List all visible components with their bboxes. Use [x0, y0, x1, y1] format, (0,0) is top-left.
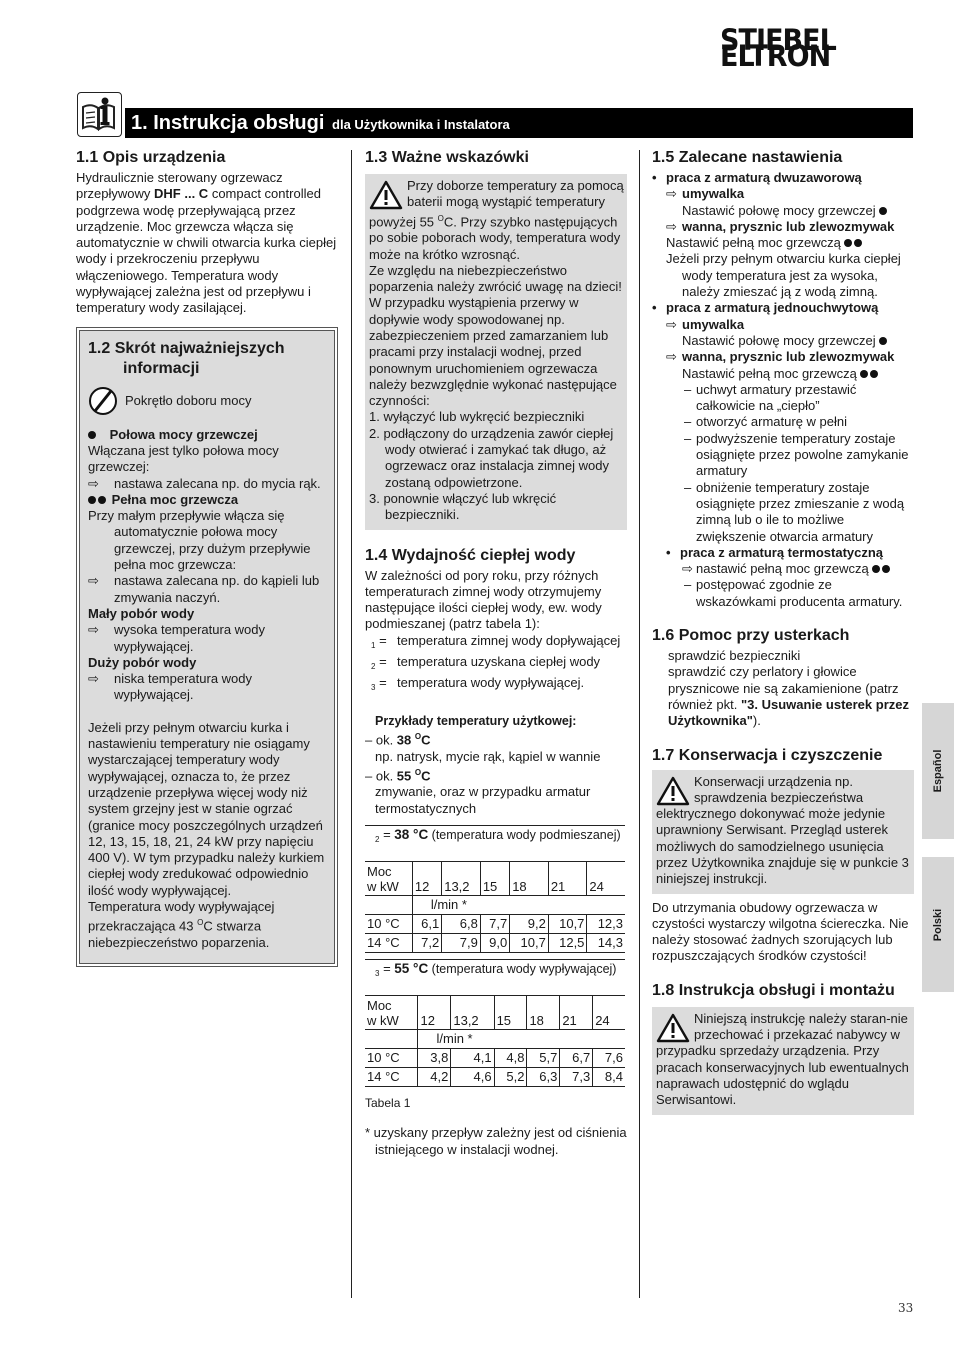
flow-value-cell: 12,3 — [587, 915, 625, 934]
list-item: podwyższenie temperatury zostaje osiągnięte przez powolne zamykanie armatury — [696, 430, 909, 479]
list-item: 1. wyłączyć lub wykręcić bezpieczniki — [369, 409, 585, 425]
definition: temperatura uzyskana ciepłej wody — [397, 654, 601, 670]
page-number: 33 — [898, 1301, 914, 1315]
paragraph: zmywanie, oraz w przypadku armatur termostatycznych — [375, 784, 591, 816]
flow-value-cell: 4,1 — [451, 1049, 494, 1068]
knob-label: Pokrętło doboru mocy — [125, 392, 252, 408]
flow-value-cell: 3,8 — [418, 1049, 451, 1068]
column-divider — [351, 150, 352, 1298]
flow-tables — [365, 825, 627, 1087]
flow-value-cell: 7,3 — [560, 1068, 593, 1087]
footnote: * uzyskany przepływ zależny jest od ciśnienia istniejącego w instalacji wodnej. — [365, 1125, 627, 1157]
list-title: praca z armaturą jednouchwytową — [666, 300, 879, 316]
full-power-title: Pełna moc grzewcza — [111, 491, 239, 507]
power-cell: 12 — [412, 862, 441, 896]
table-header-cell: $_3$ = 55 °C (temperatura wody wypływającej) — [365, 960, 625, 996]
list-item: 2. podłączony do urządzenia zawór ciepłej wody otwierać i zamykać tak długo, aż ogrzewacz oraz instalacja zimnej wody zostaną odpowietrzone. — [369, 425, 614, 490]
section-title: 1.1 Opis urządzenia — [76, 149, 226, 166]
section-title: 1.8 Instrukcja obsługi i montażu — [652, 981, 895, 999]
power-cell: 18 — [510, 862, 549, 896]
power-cell: 24 — [593, 996, 625, 1030]
warning-icon — [369, 180, 403, 210]
flow-value-cell: 10,7 — [510, 934, 549, 953]
flow-value-cell: 6,8 — [442, 915, 481, 934]
flow-value-cell: 5,7 — [527, 1049, 560, 1068]
flow-value-cell: 4,8 — [494, 1049, 527, 1068]
column-middle: 1.3 Ważne wskazówki Przy doborze temperatury za pomocą baterii mogą wystąpić temperatury powyżej 55 $^O$C. Przy szybko następujących po sobie poborach wody, temperatura wody może na krótko wzrosnąć. Ze względu na niebezpieczeństwo poparzenia należy zwrócić uwagę na dzieci! W przypadku wystąpienia przerwy w dopływie wody spowodowanej np. zabezpieczeniem przed zamarzaniem lub pracami przy instalacji wodnej, przed ponownym uruchomieniem ogrzewacza należy bezwzględnie wykonać następujące czynności: 1. wyłączyć lub wykręcić bezpieczniki 2. podłączony do urządzenia zawór ciepłej wody otwierać i zamykać tak długo, aż ogrzewacz oraz instalacja zimnej wody zostaną odpowietrzone. 3. ponownie włączyć lub wkręcić bezpieczniki. 1.4 Wydajność ciepłej wody W zależności od pory roku, przy różnych temperaturach zimnej wody otrzymujemy następujące ilości ciepłej wody, ew. wody podmieszanej (patrz tabela 1): $_1$ = temperatura zimnej wody dopływającej $_2$ = temperatura uzyskana ciepłej wody $_3$ = temperatura wody wypływającej. Przykłady temperatury użytkowej: – ok. 38 $^O$C np. natrysk, mycie rąk, kąpiel w wannie – ok. 55 $^O$C zmywanie, oraz w przypadku armatur termostatycznych $_2$ = 38 °C (temperatura wody podmieszanej) Moc w kW 12 13,2 15 18 21 24 l/min * 10 °C 6,1 6,8 7,7 9,2 10,7 12,3 14 °C 7,2 7,9 9,0 10,7 12,5 14,3 $_3$ = 55 °C (temperatura wody wypływającej) Moc w kW 12 13,2 15 18 21 24 l/min * 10 °C 3,8 4,1 4,8 5,7 6,7 7,6 14 °C 4,2 4,6 5,2 6,3 7,3 8,4 Tabela 1 * uzyskany przepływ zależny jest od ciśnienia istniejącego w instalacji wodnej. — [365, 149, 627, 1157]
section-title: 1.3 Ważne wskazówki — [365, 149, 529, 166]
flow-value-cell: 7,6 — [593, 1049, 625, 1068]
temp-cell: 14 °C — [365, 1068, 418, 1087]
arrow-right-icon: ⇨ — [88, 573, 99, 589]
table-row — [365, 1049, 625, 1068]
paragraph: sprawdzić czy perlatory i głowice prysznicowe nie są zakamienione (patrz również pkt. "3. Usuwanie usterek przez Użytkownika"). — [668, 664, 909, 729]
warning-box: Konserwacji urządzenia np. sprawdzenia bezpieczeństwa elektrycznego dokonywać może jedynie uprawniony Serwisant. Przegląd usterek możliwych do samodzielnego usunięcia przez Użytkownika znajduje się w punkcie 3 niniejszej instrukcji. — [652, 770, 914, 894]
section-title: 1.2 Skrót najważniejszych informacji — [88, 339, 285, 377]
unit-cell: l/min * — [418, 1030, 625, 1049]
warning-icon — [656, 776, 690, 806]
section-title: 1.6 Pomoc przy usterkach — [652, 627, 850, 645]
paragraph: W przypadku wystąpienia przerwy w dopływie wody spowodowanej np. zabezpieczeniem przed zamarzaniem lub pracami przy instalacji wodnej, przed ponownym uruchomieniem ogrzewacza należy bezwzględnie wykonać następujące czynności: — [369, 295, 617, 409]
flow-value-cell: 6,3 — [527, 1068, 560, 1087]
paragraph: Hydraulicznie sterowany ogrzewacz przepływowy DHF ... C compact controlled podgrzewa wodę przepływającą przez urządzenie. Moc grzewcza włącza się automatycznie w chwili otwarcia kurka ciepłej wody i przekroczeniu przepływu włączeniowego. Temperatura wody wypływającej zależna jest od przepływu i temperatury wody zasilającej. — [76, 170, 337, 316]
table-row — [365, 1068, 625, 1087]
power-cell: 21 — [560, 996, 593, 1030]
paragraph: Jeżeli przy pełnym otwarciu kurka ciepłej wody temperatura jest za wysoka, należy zmieszać ją z wodą zimną. — [666, 251, 901, 300]
arrow-right-icon: ⇨ — [682, 561, 693, 577]
paragraph: sprawdzić bezpieczniki — [668, 648, 801, 664]
temp-cell: 10 °C — [365, 915, 412, 934]
paragraph: W zależności od pory roku, przy różnych temperaturach zimnej wody otrzymujemy następujące ilości ciepłej wody, ew. wody podmieszanej (patrz tabela 1): — [365, 567, 602, 632]
arrow-right-icon: ⇨ — [88, 475, 99, 491]
section-header — [125, 108, 913, 138]
list-item: otworzyć armaturę w pełni — [696, 414, 847, 430]
page-subtitle: dla Użytkownika i Instalatora — [332, 117, 510, 132]
flow-value-cell: 7,9 — [442, 934, 481, 953]
flow-value-cell: 6,1 — [412, 915, 441, 934]
warning-box — [365, 174, 627, 530]
flow-value-cell: 12,5 — [548, 934, 587, 953]
tab-espanol[interactable]: Español — [922, 703, 954, 839]
flow-value-cell: 4,6 — [451, 1068, 494, 1087]
example-temp: – ok. 55 $^O$C — [365, 767, 431, 784]
manual-info-icon — [77, 92, 122, 137]
knob-icon — [88, 385, 122, 417]
examples-title: Przykłady temperatury użytkowej: — [375, 713, 577, 728]
column-right: 1.5 Zalecane nastawienia • praca z armaturą dwuzaworową ⇨ umywalka Nastawić połowę mocy grzewczej ⇨ wanna, prysznic lub zlewozmywak Nastawić pełną moc grzewczą Jeżeli przy pełnym otwarciu kurka ciepłej wody temperatura jest za wysoka, należy zmieszać ją z wodą zimną. • praca z armaturą jednouchwytową ⇨ umywalka Nastawić połowę mocy grzewczej ⇨ wanna, prysznic lub zlewozmywak Nastawić pełną moc grzewczą – uchwyt armatury przestawić całkowicie na „ciepło” – otworzyć armaturę w pełni – podwyższenie temperatury zostaje osiągnięte przez powolne zamykanie armatury – obniżenie temperatury zostaje osiągnięte przez zmieszanie z wodą zimną lub o ile to możliwe zwiększenie otwarcia armatury • praca z armaturą termostatyczną ⇨ nastawić pełną moc grzewczą – postępować zgodnie ze wskazówkami producenta armatury. 1.6 Pomoc przy usterkach sprawdzić bezpieczniki sprawdzić czy perlatory i głowice prysznicowe nie są zakamienione (patrz również pkt. "3. Usuwanie usterek przez Użytkownika"). 1.7 Konserwacja i czyszczenie Konserwacji urządzenia np. sprawdzenia bezpieczeństwa elektrycznego dokonywać może jedynie uprawniony Serwisant. Przegląd usterek możliwych do samodzielnego usunięcia przez Użytkownika znajduje się w punkcie 3 niniejszej instrukcji. Do utrzymania obudowy ogrzewacza w czystości wystarczy wilgotna ściereczka. Nie należy stosować żadnych szorujących lub rozpuszczających środków czystości! 1.8 Instrukcja obsługi i montażu Niniejszą instrukcję należy staran-nie przechować i przekazać nabywcy w przypadku sprzedaży urządzenia. Przy pracach konserwacyjnych lub ewentualnych naprawach udostępnić do wglądu Serwisantowi. — [652, 146, 914, 1115]
definition: temperatura zimnej wody dopływającej — [397, 632, 621, 648]
paragraph: Temperatura wody wypływającej przekraczająca 43 $^O$C stwarza niebezpieczeństwo poparzenia. — [88, 898, 275, 950]
section-title: 1.7 Konserwacja i czyszczenie — [652, 746, 883, 764]
page-title: 1. Instrukcja obsługi — [131, 112, 325, 134]
arrow-right-icon: ⇨ — [88, 622, 99, 638]
table-header-label: Moc w kW — [365, 996, 418, 1030]
list-title: praca z armaturą termostatyczną — [680, 544, 884, 560]
section-title: 1.5 Zalecane nastawienia — [652, 149, 843, 166]
arrow-right-icon: ⇨ — [666, 316, 677, 332]
warning-icon — [656, 1013, 690, 1043]
power-cell: 15 — [494, 996, 527, 1030]
flow-value-cell: 6,7 — [560, 1049, 593, 1068]
arrow-right-icon: ⇨ — [666, 349, 677, 365]
half-power-title: Połowa mocy grzewczej — [109, 426, 258, 442]
flow-value-cell: 8,4 — [593, 1068, 625, 1087]
flow-value-cell: 9,0 — [480, 934, 509, 953]
definition: temperatura wody wypływającej. — [397, 675, 585, 691]
column-divider — [639, 150, 640, 1298]
table-caption: Tabela 1 — [365, 1096, 411, 1111]
paragraph: np. natrysk, mycie rąk, kąpiel w wannie — [375, 748, 601, 764]
flow-value-cell: 14,3 — [587, 934, 625, 953]
paragraph: Ze względu na niebezpieczeństwo poparzenia należy zwrócić uwagę na dzieci! — [369, 262, 622, 295]
column-left — [76, 146, 338, 967]
brand-logo: STIEBEL ELTRON — [720, 23, 836, 74]
example-temp: – ok. 38 $^O$C — [365, 731, 431, 748]
table-row — [365, 915, 625, 934]
list-item: 3. ponownie włączyć lub wkręcić bezpieczniki. — [369, 490, 557, 523]
large-flow-title: Duży pobór wody — [88, 654, 197, 670]
paragraph: Jeżeli przy pełnym otwarciu kurka i nastawieniu temperatury nie osiągamy wystarczającej temperatury wody wypływającej, oznacza to, że przez urządzenie przepływa więcej wody niż system grzejny jest w stanie ogrzać (granice mocy poszczególnych urządzeń 12, 13, 15, 18, 21, 24 kW przy napięciu 400 V). W tym przypadku należy kurkiem ciepłej wody zredukować odpowiednio ilość wody wypływającej. — [88, 719, 325, 898]
flow-value-cell: 5,2 — [494, 1068, 527, 1087]
tab-polski[interactable]: Polski — [922, 857, 954, 992]
power-cell: 24 — [587, 862, 625, 896]
arrow-right-icon: ⇨ — [666, 218, 677, 234]
flow-value-cell: 9,2 — [510, 915, 549, 934]
power-cell: 21 — [548, 862, 587, 896]
list-item: postępować zgodnie ze wskazówkami producenta armatury. — [696, 577, 903, 609]
section-title: 1.4 Wydajność ciepłej wody — [365, 546, 576, 564]
flow-table — [365, 825, 627, 953]
arrow-right-icon: ⇨ — [88, 671, 99, 687]
power-cell: 18 — [527, 996, 560, 1030]
paragraph: Włączana jest tylko połowa mocy grzewczej: — [88, 442, 279, 475]
list-item: uchwyt armatury przestawić całkowicie na „ciepło” — [696, 381, 857, 414]
arrow-right-icon: ⇨ — [666, 186, 677, 202]
flow-value-cell: 4,2 — [418, 1068, 451, 1087]
paragraph: Przy doborze temperatury za pomocą baterii mogą wystąpić temperatury powyżej 55 $^O$C. Przy szybko następujących po sobie poborach wody, temperatura wody może na krótko wzrosnąć. — [369, 178, 624, 262]
table-row — [365, 934, 625, 953]
warning-box: Niniejszą instrukcję należy staran-nie przechować i przekazać nabywcy w przypadku sprzedaży urządzenia. Przy pracach konserwacyjnych lub ewentualnych naprawach udostępnić do wglądu Serwisantowi. — [652, 1007, 914, 1115]
flow-value-cell: 7,7 — [480, 915, 509, 934]
flow-table — [365, 959, 627, 1087]
unit-cell: l/min * — [412, 896, 625, 915]
flow-value-cell: 10,7 — [548, 915, 587, 934]
info-box: 1.2 Skrót najważniejszych informacji Pokrętło doboru mocy Połowa mocy grzewczej Włączana jest tylko połowa mocy grzewczej: ⇨ nastawa zalecana np. do mycia rąk. Pełna moc grzewcza Przy małym przepływie włącza się automatycznie połowa mocy grzewczej, przy dużym przepływie pełna moc grzewcza: ⇨ nastawa zalecana np. do kąpieli lub zmywania naczyń. Mały pobór wody ⇨ wysoka temperatura wody wypływającej. Duży pobór wody ⇨ niska temperatura wody wypływającej. Jeżeli przy pełnym otwarciu kurka i nastawieniu temperatury nie osiągamy wystarczającej temperatury wody wypływającej, oznacza to, że przez urządzenie przepływa więcej wody niż system grzejny jest w stanie ogrzać (granice mocy poszczególnych urządzeń 12, 13, 15, 18, 21, 24 kW przy napięciu 400 V). W tym przypadku należy kurkiem ciepłej wody zredukować odpowiednio ilość wody wypływającej. Temperatura wody wypływającej przekraczająca 43 $^O$C stwarza niebezpieczeństwo poparzenia. — [76, 327, 338, 968]
small-flow-title: Mały pobór wody — [88, 605, 195, 621]
flow-value-cell: 7,2 — [412, 934, 441, 953]
power-cell: 13,2 — [451, 996, 494, 1030]
list-title: praca z armaturą dwuzaworową — [666, 170, 862, 185]
power-cell: 13,2 — [442, 862, 481, 896]
list-item: obniżenie temperatury zostaje osiągnięte przez zmieszanie z wodą zimną lub o ile to możliwe zwiększenie otwarcia armatury — [696, 479, 905, 544]
table-header-cell: $_2$ = 38 °C (temperatura wody podmieszanej) — [365, 826, 625, 862]
power-cell: 15 — [480, 862, 509, 896]
paragraph: Do utrzymania obudowy ogrzewacza w czystości wystarczy wilgotna ściereczka. Nie należy stosować żadnych szorujących lub rozpuszczających środków czystości! — [652, 899, 909, 964]
temp-cell: 14 °C — [365, 934, 412, 953]
power-cell: 12 — [418, 996, 451, 1030]
paragraph: Przy małym przepływie włącza się automatycznie połowa mocy grzewczej, przy dużym przepływie pełna moc grzewcza: — [88, 508, 311, 573]
table-header-label: Moc w kW — [365, 862, 412, 896]
temp-cell: 10 °C — [365, 1049, 418, 1068]
